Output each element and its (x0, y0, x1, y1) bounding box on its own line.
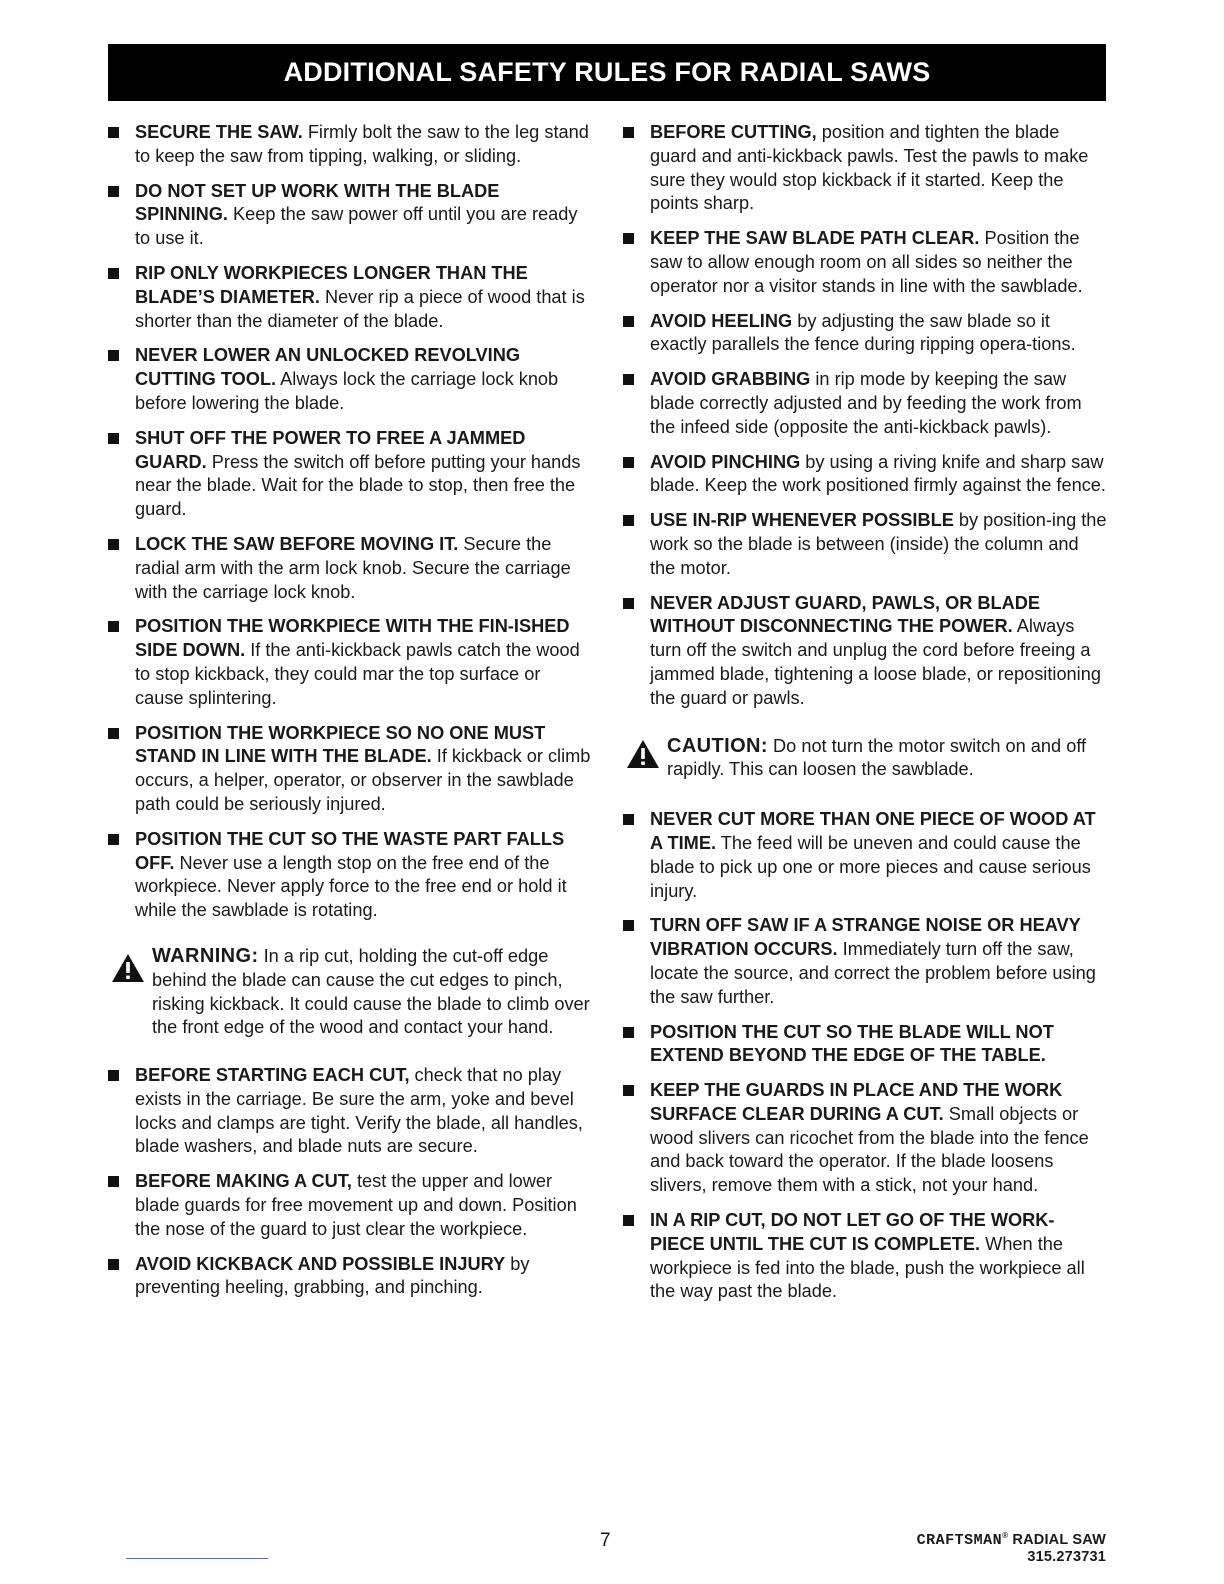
rule-heading: SECURE THE SAW. (135, 122, 303, 142)
rules-list (623, 121, 1107, 711)
warning-text: In a rip cut, holding the cut-off edge behind the blade can cause the cut edges to pinch, risking kickback. It could cause the blade to climb over the front edge of the wood and contact your hand. (152, 945, 590, 1038)
rule-text: Position the saw to allow enough room on all sides so neither the operator nor a visitor stands in line with the sawblade. (650, 228, 1083, 296)
rule-heading: POSITION THE CUT SO THE WASTE PART FALLS OFF. (135, 828, 565, 873)
rule-text: When the workpiece is fed into the blade, push the workpiece all the way past the blade. (650, 1233, 1085, 1302)
square-bullet-icon (108, 621, 119, 632)
caution-text: Do not turn the motor switch on and off rapidly. This can loosen the sawblade. (667, 735, 1087, 780)
safety-rule (623, 310, 1107, 358)
rule-text: by using a riving knife and sharp saw blade. Keep the work positioned firmly against the fence. (650, 451, 1106, 496)
rule-heading: LOCK THE SAW BEFORE MOVING IT. (135, 533, 459, 554)
footer-brand (842, 1531, 1106, 1565)
square-bullet-icon (623, 920, 634, 931)
rule-text: Never rip a piece of wood that is shorter than the diameter of the blade. (135, 286, 585, 331)
rule-text: The feed will be uneven and could cause the blade to pick up one or more pieces and cause serious injury. (650, 832, 1091, 901)
caution-callout (623, 735, 1107, 783)
square-bullet-icon (108, 1259, 119, 1270)
square-bullet-icon (623, 316, 634, 327)
safety-rule (623, 1079, 1107, 1198)
rule-text: Always lock the carriage lock knob before lowering the blade. (135, 369, 559, 413)
right-column (623, 121, 1107, 1315)
rule-text: position and tighten the blade guard and anti-kickback pawls. Test the pawls to make sure they would stop kickback if it started. Keep the points sharp. (650, 122, 1089, 214)
rule-text: by position-ing the work so the blade is between (inside) the column and the motor. (650, 510, 1107, 578)
rule-text: Press the switch off before putting your hands near the blade. Wait for the blade to stop, then free the guard. (135, 451, 581, 520)
square-bullet-icon (623, 1027, 634, 1038)
safety-rule (108, 615, 592, 710)
rule-heading: TURN OFF SAW IF A STRANGE NOISE OR HEAVY VIBRATION OCCURS. (650, 915, 1081, 960)
rule-heading: NEVER ADJUST GUARD, PAWLS, OR BLADE WITHOUT DISCONNECTING THE POWER. (650, 592, 1041, 637)
page-number: 7 (600, 1530, 611, 1551)
safety-rule (623, 227, 1107, 298)
caution-label: CAUTION: (667, 734, 768, 757)
rule-heading: DO NOT SET UP WORK WITH THE BLADE SPINNING. (135, 180, 500, 225)
rule-text: If kickback or climb occurs, a helper, operator, or observer in the sawblade path could be seriously injured. (135, 746, 591, 814)
square-bullet-icon (623, 233, 634, 244)
rules-list (108, 121, 592, 923)
safety-rule (623, 451, 1107, 499)
square-bullet-icon (108, 127, 119, 138)
rule-heading: USE IN-RIP WHENEVER POSSIBLE (650, 510, 954, 531)
square-bullet-icon (108, 539, 119, 550)
page-title: ADDITIONAL SAFETY RULES FOR RADIAL SAWS (108, 44, 1106, 101)
rule-heading: KEEP THE GUARDS IN PLACE AND THE WORK SURFACE CLEAR DURING A CUT. (650, 1080, 1063, 1124)
square-bullet-icon (108, 834, 119, 845)
rule-text: by preventing heeling, grabbing, and pinching. (135, 1253, 530, 1298)
left-column (108, 121, 592, 1311)
safety-rule (623, 368, 1107, 439)
rules-list (108, 1064, 592, 1300)
safety-rule (623, 592, 1107, 711)
square-bullet-icon (623, 1215, 634, 1226)
rule-heading: POSITION THE CUT SO THE BLADE WILL NOT EXTEND BEYOND THE EDGE OF THE TABLE. (650, 1021, 1054, 1066)
square-bullet-icon (623, 127, 634, 138)
rule-text: If the anti-kickback pawls catch the wood to stop kickback, they could mar the top surface or cause splintering. (135, 640, 580, 708)
warning-callout (108, 945, 592, 1040)
rule-heading: BEFORE CUTTING, (650, 122, 817, 142)
square-bullet-icon (623, 814, 634, 825)
rule-heading: POSITION THE WORKPIECE WITH THE FIN-ISHED SIDE DOWN. (135, 616, 570, 661)
safety-rule (108, 262, 592, 333)
safety-rule (108, 1170, 592, 1241)
rule-text: check that no play exists in the carriage. Be sure the arm, yoke and bevel locks and clamps are tight. Verify the blade, all handles, blade washers, and blade nuts are secure. (135, 1065, 583, 1157)
rule-text: Firmly bolt the saw to the leg stand to keep the saw from tipping, walking, or sliding. (135, 122, 589, 166)
rule-heading: POSITION THE WORKPIECE SO NO ONE MUST STAND IN LINE WITH THE BLADE. (135, 722, 546, 767)
rule-text: Immediately turn off the saw, locate the source, and correct the problem before using the saw further. (650, 939, 1096, 1007)
square-bullet-icon (108, 1070, 119, 1081)
safety-rule (623, 808, 1107, 903)
safety-rule (623, 509, 1107, 580)
caution-icon (626, 739, 660, 769)
rule-text: test the upper and lower blade guards for free movement up and down. Position the nose of the guard to just clear the workpiece. (135, 1171, 577, 1239)
safety-rule (623, 1209, 1107, 1304)
safety-rule (108, 1064, 592, 1159)
square-bullet-icon (623, 374, 634, 385)
safety-rule (108, 828, 592, 923)
brand-logo: CRAFTSMAN (916, 1531, 1003, 1549)
divider (126, 1558, 268, 1559)
square-bullet-icon (623, 457, 634, 468)
rules-list (623, 808, 1107, 1304)
safety-rule (108, 180, 592, 251)
square-bullet-icon (108, 433, 119, 444)
safety-rule (108, 533, 592, 604)
rule-heading: RIP ONLY WORKPIECES LONGER THAN THE BLADE’S DIAMETER. (135, 262, 528, 307)
trademark: ® (1002, 1531, 1009, 1540)
rule-text: Always turn off the switch and unplug the cord before freeing a jammed blade, tightening a loose blade, or repositioning the guard or pawls. (650, 616, 1101, 708)
square-bullet-icon (108, 186, 119, 197)
safety-rule (108, 344, 592, 415)
rule-text: Small objects or wood slivers can ricochet from the blade into the fence and back toward the operator. If the blade loosens slivers, remove them with a stick, not your hand. (650, 1103, 1089, 1196)
rule-heading: NEVER LOWER AN UNLOCKED REVOLVING CUTTING TOOL. (135, 345, 520, 390)
warning-icon (111, 953, 145, 983)
square-bullet-icon (108, 728, 119, 739)
square-bullet-icon (108, 350, 119, 361)
safety-rule (623, 121, 1107, 216)
rule-heading: AVOID HEELING (650, 310, 793, 331)
safety-rule (623, 1021, 1107, 1069)
rule-heading: NEVER CUT MORE THAN ONE PIECE OF WOOD AT A TIME. (650, 809, 1096, 853)
square-bullet-icon (623, 1085, 634, 1096)
warning-label: WARNING: (152, 944, 259, 967)
model-label: RADIAL SAW 315.273731 (1008, 1531, 1106, 1565)
safety-rule (108, 427, 592, 522)
rule-text: Keep the saw power off until you are ready to use it. (135, 204, 578, 249)
rule-heading: IN A RIP CUT, DO NOT LET GO OF THE WORK-PIECE UNTIL THE CUT IS COMPLETE. (650, 1210, 1055, 1254)
square-bullet-icon (623, 515, 634, 526)
rule-heading: SHUT OFF THE POWER TO FREE A JAMMED GUARD. (135, 427, 526, 472)
safety-rule (108, 121, 592, 169)
safety-rule (623, 914, 1107, 1009)
rule-text: Never use a length stop on the free end of the workpiece. Never apply force to the free end or hold it while the sawblade is rotating. (135, 852, 567, 921)
rule-heading: AVOID KICKBACK AND POSSIBLE INJURY (135, 1253, 506, 1274)
rule-heading: AVOID PINCHING (650, 451, 801, 472)
rule-text: Secure the radial arm with the arm lock knob. Secure the carriage with the carriage lock knob. (135, 533, 571, 602)
square-bullet-icon (108, 268, 119, 279)
safety-rule (108, 1253, 592, 1301)
rule-text: in rip mode by keeping the saw blade correctly adjusted and by feeding the work from the infeed side (opposite the anti-kickback pawls). (650, 369, 1082, 437)
safety-rule (108, 722, 592, 817)
rule-heading: AVOID GRABBING (650, 369, 811, 390)
square-bullet-icon (108, 1176, 119, 1187)
square-bullet-icon (623, 598, 634, 609)
rule-text: by adjusting the saw blade so it exactly parallels the fence during ripping opera-tions. (650, 310, 1076, 355)
rule-heading: KEEP THE SAW BLADE PATH CLEAR. (650, 228, 980, 249)
rule-heading: BEFORE STARTING EACH CUT, (135, 1065, 410, 1086)
rule-heading: BEFORE MAKING A CUT, (135, 1171, 352, 1192)
